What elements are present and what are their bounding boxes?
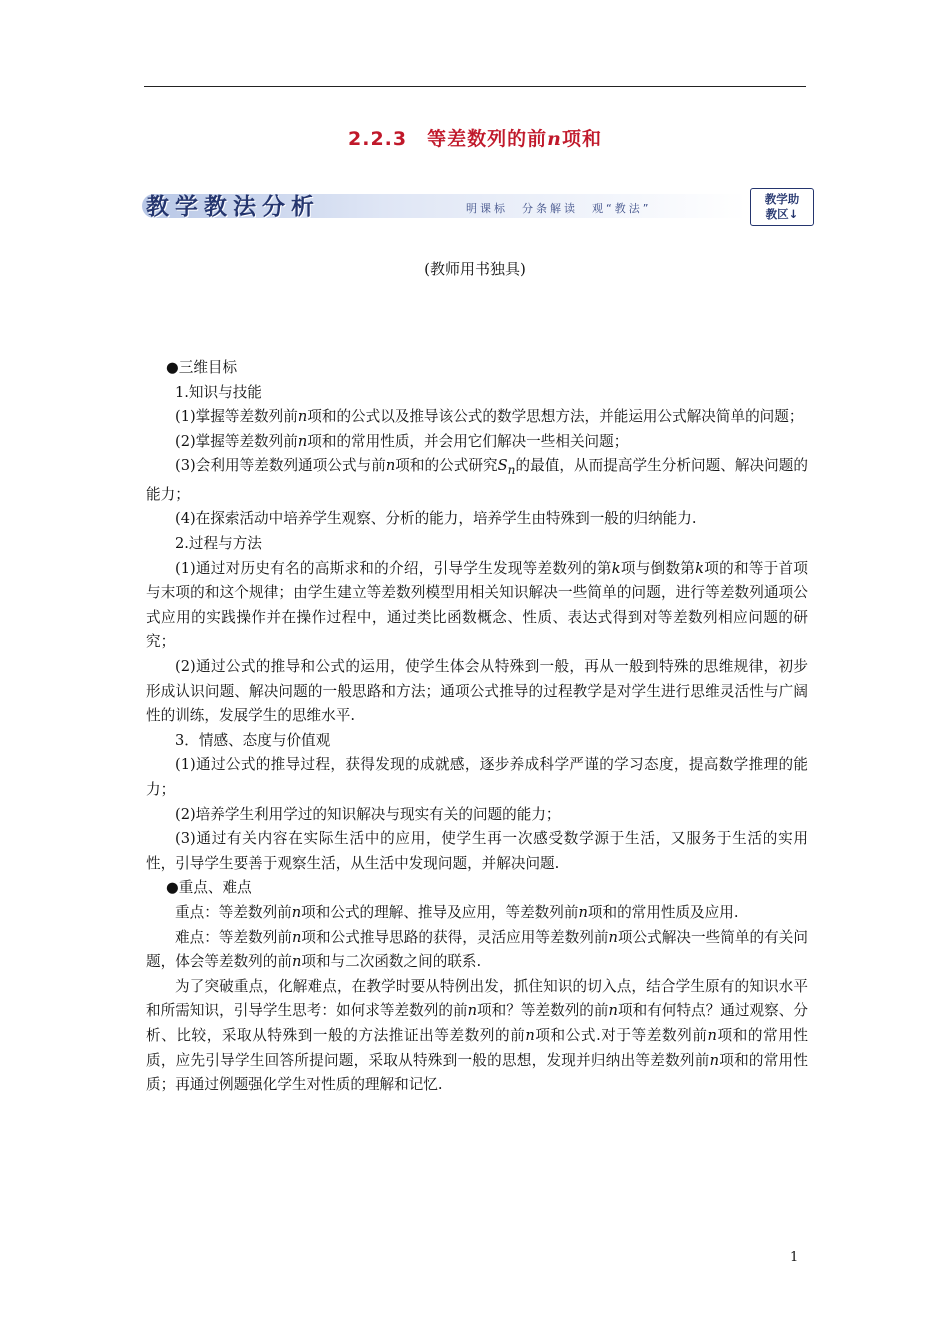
section-heading: ●重点、难点 bbox=[166, 879, 252, 897]
section-heading: ●三维目标 bbox=[166, 359, 238, 376]
badge-line-1: 教学助 bbox=[764, 192, 800, 206]
paragraph: 为了突破重点，化解难点，在教学时要从特例出发，抓住知识的切入点，结合学生原有的知识水平和所需知识，引导学生思考：如何求等差数列的前n项和？等差数列的前n项和有何特点？通过观察、分析、比较，采取从特殊到一般的方法推证出等差数列的前n项和公式.对于等差数列前n项和的常用性质，应先引导学生回答所提问题，采取从特殊到一般的思想，发现并归纳出等差数列前n项和的常用性质；再通过例题强化学生对性质的理解和记忆. bbox=[146, 977, 808, 1094]
banner-subtitle: 明课标 分条解读 观“教法” bbox=[466, 202, 652, 215]
paragraph: (3)通过有关内容在实际生活中的应用，使学生再一次感受数学源于生活，又服务于生活的实用性，引导学生要善于观察生活，从生活中发现问题，并解决问题. bbox=[146, 830, 808, 872]
paragraph: (2)掌握等差数列前n项和的常用性质，并会用它们解决一些相关问题； bbox=[175, 432, 629, 450]
top-rule bbox=[144, 86, 806, 87]
body-text bbox=[146, 356, 808, 1098]
subheading: 3．情感、态度与价值观 bbox=[175, 731, 331, 749]
teaching-aid-badge[interactable] bbox=[750, 188, 814, 226]
paragraph: 重点：等差数列前n项和公式的理解、推导及应用，等差数列前n项和的常用性质及应用. bbox=[175, 903, 739, 921]
paragraph: (3)会利用等差数列通项公式与前n项和的公式研究$S_n$的最值，从而提高学生分析问题、解决问题的能力； bbox=[146, 457, 808, 503]
section-banner bbox=[142, 188, 814, 226]
banner-title: 教学教法分析 bbox=[146, 193, 320, 220]
badge-line-2: 教区↓ bbox=[765, 207, 799, 221]
paragraph: (2)培养学生利用学过的知识解决与现实有关的问题的能力； bbox=[175, 805, 561, 823]
teacher-only-note: (教师用书独具) bbox=[424, 260, 526, 278]
paragraph: (2)通过公式的推导和公式的运用，使学生体会从特殊到一般，再从一般到特殊的思维规律，初步形成认识问题、解决问题的一般思路和方法；通项公式推导的过程教学是对学生进行思维灵活性与广阔性的训练，发展学生的思维水平. bbox=[146, 658, 808, 725]
page-title: 2.2.3 等差数列的前n项和 bbox=[348, 128, 602, 150]
subheading: 1.知识与技能 bbox=[175, 383, 262, 401]
paragraph: 难点：等差数列前n项和公式推导思路的获得，灵活应用等差数列前n项公式解决一些简单的有关问题，体会等差数列的前n项和与二次函数之间的联系. bbox=[146, 928, 808, 971]
paragraph: (4)在探索活动中培养学生观察、分析的能力，培养学生由特殊到一般的归纳能力. bbox=[175, 510, 697, 528]
page-number: 1 bbox=[790, 1250, 799, 1265]
paragraph: (1)掌握等差数列前n项和的公式以及推导该公式的数学思想方法，并能运用公式解决简单的问题； bbox=[175, 408, 804, 426]
subheading: 2.过程与方法 bbox=[175, 535, 262, 553]
paragraph: (1)通过对历史有名的高斯求和的介绍，引导学生发现等差数列的第k项与倒数第k项的和等于首项与末项的和这个规律；由学生建立等差数列模型用相关知识解决一些简单的问题，进行等差数列通项公式应用的实践操作并在操作过程中，通过类比函数概念、性质、表达式得到对等差数列相应问题的研究； bbox=[146, 559, 808, 651]
paragraph: (1)通过公式的推导过程，获得发现的成就感，逐步养成科学严谨的学习态度，提高数学推理的能力； bbox=[146, 756, 808, 798]
